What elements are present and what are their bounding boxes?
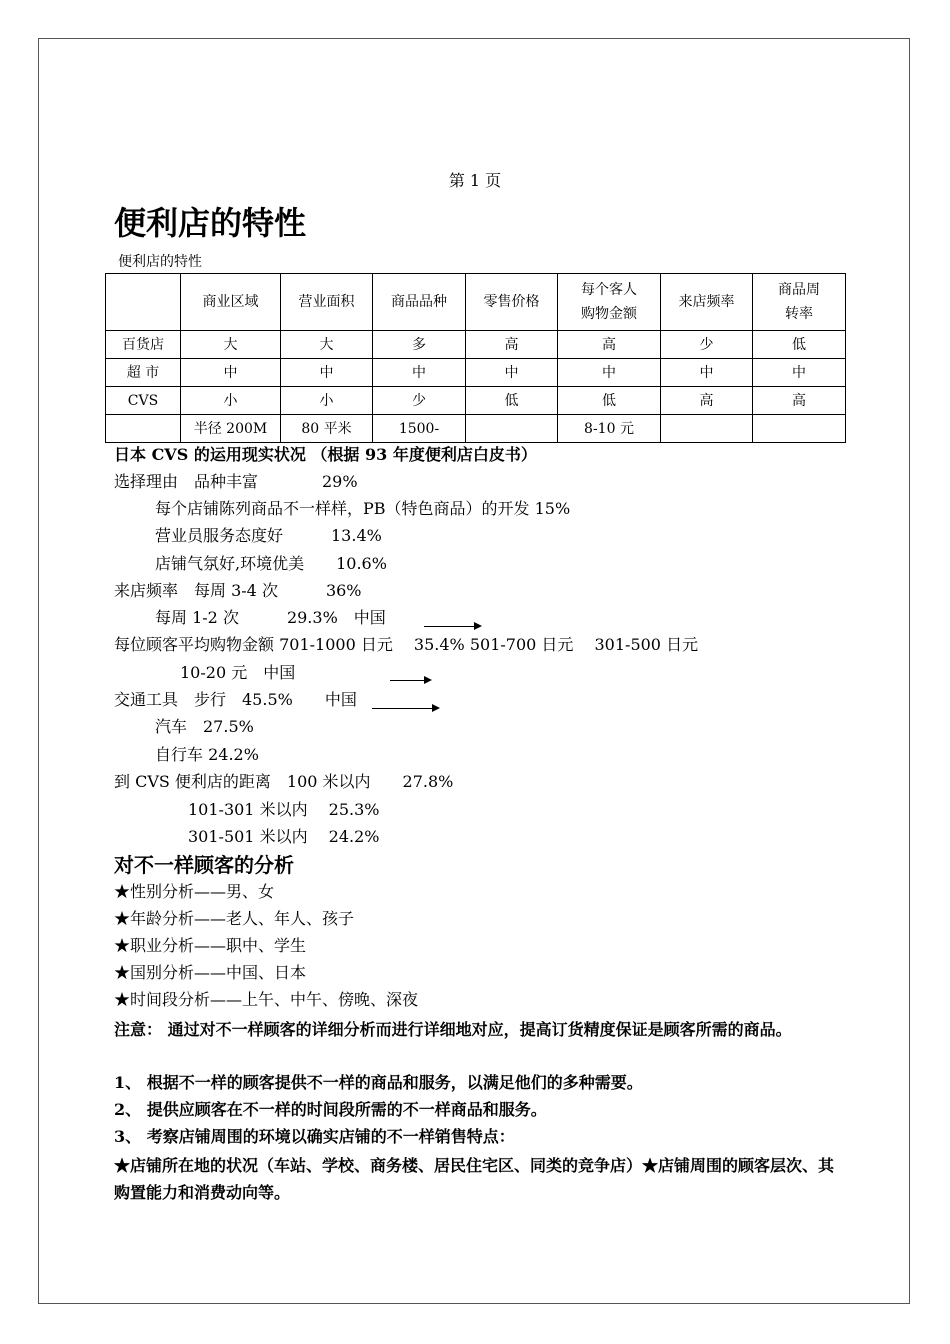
survey-line: 汽车 27.5% — [155, 717, 254, 736]
table-header-cell: 零售价格 — [466, 274, 558, 331]
table-header-row — [106, 274, 846, 331]
table-cell: 多 — [373, 331, 466, 359]
table-cell — [106, 415, 181, 443]
table-cell — [753, 415, 846, 443]
survey-line: 自行车 24.2% — [155, 745, 259, 764]
table-cell: 半径 200M — [181, 415, 281, 443]
table-cell: 中 — [753, 359, 846, 387]
table-cell: 8-10 元 — [558, 415, 661, 443]
table-cell: 中 — [181, 359, 281, 387]
table-caption: 便利店的特性 — [118, 254, 202, 270]
survey-line: 10-20 元 中国 — [180, 663, 296, 682]
table-cell: 大 — [181, 331, 281, 359]
table-header-cell — [753, 274, 846, 331]
table-cell: 少 — [661, 331, 753, 359]
header-line: 商品周 — [778, 282, 820, 298]
comparison-table — [105, 273, 846, 443]
table-cell: 少 — [373, 387, 466, 415]
table-row — [106, 387, 846, 415]
survey-line: 选择理由 品种丰富 29% — [114, 472, 358, 491]
survey-line: 每周 1-2 次 29.3% 中国 — [155, 608, 386, 627]
analysis-item: ★国别分析——中国、日本 — [114, 963, 307, 982]
table-header-cell: 商业区域 — [181, 274, 281, 331]
table-cell: 高 — [558, 331, 661, 359]
analysis-item: ★年龄分析——老人、年人、孩子 — [114, 909, 355, 928]
table-cell: 低 — [753, 331, 846, 359]
page-title: 便利店的特性 — [114, 204, 307, 242]
table-header-cell — [106, 274, 181, 331]
table-cell: 中 — [466, 359, 558, 387]
header-line: 转率 — [785, 306, 813, 322]
right-arrow-icon — [424, 626, 480, 627]
table-cell: 百货店 — [106, 331, 181, 359]
survey-line: 店铺气氛好,环境优美 10.6% — [155, 554, 387, 573]
survey-line: 到 CVS 便利店的距离 100 米以内 27.8% — [114, 772, 454, 791]
analysis-heading: 对不一样顾客的分析 — [114, 853, 294, 877]
final-paragraph: ★店铺所在地的状况（车站、学校、商务楼、居民住宅区、同类的竞争店）★店铺周围的顾客层次、其购置能力和消费动向等。 — [114, 1156, 835, 1202]
table-cell: 小 — [281, 387, 373, 415]
table-cell: 高 — [753, 387, 846, 415]
table-cell: 低 — [466, 387, 558, 415]
point-item: 1、 根据不一样的顾客提供不一样的商品和服务，以满足他们的多种需要。 — [114, 1073, 643, 1092]
survey-line: 每位顾客平均购物金额 701-1000 日元 35.4% 501-700 日元 301-500 日元 — [114, 635, 699, 654]
survey-line: 301-501 米以内 24.2% — [188, 827, 380, 846]
right-arrow-icon — [372, 708, 438, 709]
table-cell: 中 — [373, 359, 466, 387]
table-cell: 高 — [661, 387, 753, 415]
table-cell — [661, 415, 753, 443]
table-header-cell — [558, 274, 661, 331]
page-number: 第 1 页 — [448, 171, 502, 190]
table-cell: CVS — [106, 387, 181, 415]
survey-line: 营业员服务态度好 13.4% — [155, 526, 382, 545]
header-line: 购物金额 — [581, 306, 637, 322]
table-header-cell: 商品品种 — [373, 274, 466, 331]
table-cell: 小 — [181, 387, 281, 415]
analysis-item: ★职业分析——职中、学生 — [114, 936, 307, 955]
table-cell: 1500- — [373, 415, 466, 443]
point-item: 3、 考察店铺周围的环境以确实店铺的不一样销售特点： — [114, 1127, 515, 1146]
table-header-cell: 来店频率 — [661, 274, 753, 331]
table-cell: 超 市 — [106, 359, 181, 387]
table-cell: 低 — [558, 387, 661, 415]
survey-line: 每个店铺陈列商品不一样样，PB（特色商品）的开发 15% — [155, 499, 571, 518]
survey-line: 101-301 米以内 25.3% — [188, 800, 380, 819]
table-row — [106, 359, 846, 387]
point-item: 2、 提供应顾客在不一样的时间段所需的不一样商品和服务。 — [114, 1100, 547, 1119]
survey-heading: 日本 CVS 的运用现实状况 （根据 93 年度便利店白皮书） — [114, 445, 537, 464]
table-cell: 高 — [466, 331, 558, 359]
table-cell: 中 — [661, 359, 753, 387]
table-row — [106, 415, 846, 443]
table-cell: 中 — [281, 359, 373, 387]
table-cell: 80 平米 — [281, 415, 373, 443]
right-arrow-icon — [390, 680, 430, 681]
table-cell: 中 — [558, 359, 661, 387]
table-cell — [466, 415, 558, 443]
table-row — [106, 331, 846, 359]
analysis-item: ★性别分析——男、女 — [114, 882, 275, 901]
note-paragraph: 注意： 通过对不一样顾客的详细分析而进行详细地对应，提高订货精度保证是顾客所需的商品。 — [114, 1020, 792, 1039]
survey-line: 交通工具 步行 45.5% 中国 — [114, 690, 357, 709]
analysis-item: ★时间段分析——上午、中午、傍晚、深夜 — [114, 990, 419, 1009]
table-cell: 大 — [281, 331, 373, 359]
survey-line: 来店频率 每周 3-4 次 36% — [114, 581, 362, 600]
table-header-cell: 营业面积 — [281, 274, 373, 331]
header-line: 每个客人 — [581, 282, 637, 298]
